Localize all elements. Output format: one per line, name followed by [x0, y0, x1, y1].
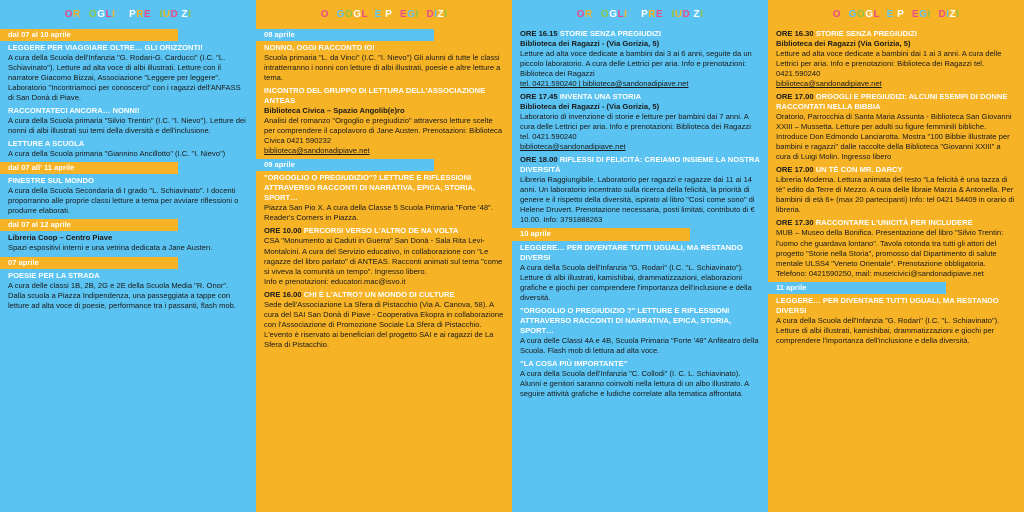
title-letter: G: [353, 9, 362, 20]
event-text: Libreria Raggiungibile. Laboratorio per ragazzi e ragazze dai 11 ai 14 anni. Un laboratorio incentrato sulla ricerca della felicità, la priorità di genere e il rispetto della diversità, ispirato al libro "Così come sono" di Helene Druvert. Prenotazione necessaria, posti limitati, contributo di € 10.00. Info: 3791888263: [520, 175, 755, 225]
title-letter: O: [856, 9, 866, 20]
title-letter: U: [418, 9, 427, 20]
title-letter: R: [72, 9, 81, 20]
title-letter: P: [385, 9, 393, 20]
title-letter: E: [118, 9, 126, 20]
title-letter: I: [368, 9, 372, 20]
event-text: A cura della Scuola dell'Infanzia "G. Rodari" (I.C. "L. Schiavinato"). Letture di albi illustrati, kamishibai, drammatizzazioni e giochi per comprendere l'importanza dell'inclusione e della diversità.: [776, 315, 1000, 345]
event-title: ORE 17.00 ORGOGLI E PREGIUDIZI: ALCUNI ESEMPI DI DONNE RACCONTATI NELLA BIBBIA: [776, 92, 1008, 112]
title-letter: D: [170, 9, 179, 20]
event: [520, 92, 760, 152]
event-text: Scuola primaria "L. da Vinci" (I.C. "I. Nievo") Gli alunni di tutte le classi intratterranno i nonni con letture di albi illustrati, poesie e altre letture a tema.: [264, 53, 501, 83]
title-letter: I: [624, 9, 628, 20]
event: [776, 165, 1016, 215]
title-letter: O: [576, 9, 585, 20]
event-text: Piazza San Pio X. A cura della Classe 5 Scuola Primaria "Forte '48". Reader's Corners in Piazza.: [264, 203, 493, 223]
event: [264, 290, 504, 350]
title-letter: O: [832, 9, 841, 20]
title-letter: I: [112, 9, 116, 20]
event-info: Info e prenotazioni: educatori.mac@isvo.it: [264, 276, 406, 286]
title-letter: G: [919, 9, 928, 20]
title-letter: G: [592, 9, 601, 20]
event: [520, 359, 760, 399]
event-title: FINESTRE SUL MONDO: [8, 176, 94, 186]
title-letter: G: [151, 9, 160, 20]
title-letter: D: [426, 9, 435, 20]
title-letter: L: [105, 9, 113, 20]
title-letter: G: [663, 9, 672, 20]
event-place: Libreria Coop – Centro Piave: [8, 233, 113, 243]
event: [8, 271, 248, 311]
event-text: A cura della Scuola dell'Infanzia "C. Collodi" (I. C. L. Schiavinato). Alunni e genitori saranno coinvolti nella lettura di un albo illustrato. A seguire attività grafiche e ludiche correlate alla tematica affrontata.: [520, 368, 749, 398]
event-text: Libreria Moderna. Lettura animata del testo "La felicità è una tazza di tè" edito da Terre di Mezzo. A cura delle libraie Marzia & Antonella. Per bambini di età 6+ (max 20 partecipanti) Info: tel 0421 54409 in orario di libreria.: [776, 175, 1015, 215]
title-letter: I: [415, 9, 419, 20]
event-text: A cura della Scuola dell'Infanzia "G. Rodari-G. Carducci" (I.C. "L. Schiavinato"). Letture ad alta voce di albi illustrati. Letture con il narratore Giacomo Bizzai, Associazione "Leggere per leggere". Laboratorio "Incontriamoci per conoscerci" con i ragazzi dell'ANFASS di San Donà di Piave.: [8, 53, 241, 103]
event-title: "LA COSA PIÙ IMPORTANTE": [520, 358, 628, 368]
title-letter: E: [374, 9, 382, 20]
event-place: Biblioteca dei Ragazzi - (Via Gorizia, 5): [520, 102, 660, 112]
event: [8, 176, 248, 216]
event-title: ORE 17.00 UN TÈ CON MR. DARCY: [776, 165, 903, 175]
date-band: dal 07 al 10 aprile: [0, 29, 178, 41]
title-letter: I: [946, 9, 950, 20]
event: [776, 218, 1016, 278]
email-link[interactable]: biblioteca@sandonadipiave.net: [520, 142, 626, 152]
title-letter: O: [600, 9, 610, 20]
event-title: LEGGERE… PER DIVENTARE TUTTI UGUALI, MA RESTANDO DIVERSI: [776, 295, 999, 315]
event-title: POESIE PER LA STRADA: [8, 270, 100, 280]
event-title: ORE 17.45 INVENTA UNA STORIA: [520, 92, 642, 102]
title-letter: G: [865, 9, 874, 20]
event-place: Biblioteca dei Ragazzi - (Via Gorizia, 5): [520, 39, 660, 49]
event-text: Laboratorio di invenzione di storie e letture per bambini dai 7 anni. A cura delle Lettrici per aria. Info e prenotazioni: Biblioteca dei Ragazzi tel. 0421.590240: [520, 112, 751, 142]
title-letter: L: [361, 9, 369, 20]
title-letter: R: [648, 9, 656, 20]
title-letter: G: [848, 9, 857, 20]
event-text: Letture ad alta voce dedicate a bambini dai 3 ai 6 anni, seguite da un piccolo laboratorio. A cura delle Lettrici per aria. Info e prenotazioni: Biblioteca dei Ragazzi: [520, 49, 752, 79]
title-letter: E: [630, 9, 638, 20]
panel-4: [768, 0, 1024, 512]
event: [520, 243, 760, 303]
title-letter: L: [617, 9, 625, 20]
title-letter: R: [904, 9, 912, 20]
event-text: A cura della Scuola primaria "Silvio Trentin" (I.C. "I. Nievo"). Letture dei nonni di albi illustrati sui temi della diversità e dell'inclusione.: [8, 116, 246, 136]
event-place: Biblioteca dei Ragazzi (Via Gorizia, 5): [776, 39, 911, 49]
event: [520, 306, 760, 356]
title-letter: R: [136, 9, 144, 20]
title-letter: E: [400, 9, 408, 20]
title-letter: U: [930, 9, 939, 20]
title-letter: I: [188, 9, 192, 20]
title-letter: I: [444, 9, 448, 20]
event-title: ORE 16.15 STORIE SENZA PREGIUDIZI: [520, 29, 661, 39]
title-letter: E: [144, 9, 152, 20]
event: [776, 296, 1016, 346]
title-letter: E: [656, 9, 664, 20]
title-letter: R: [584, 9, 593, 20]
title-letter: Z: [181, 9, 189, 20]
event-text: A cura della Scuola dell'Infanzia "G. Rodari" (I.C. "L. Schiavinato"). Letture di albi illustrati, kamishibai, drammatizzazioni, elaborazioni grafiche e giochi per comprendere l'importanza dell'inclusione e della diversità.: [520, 262, 752, 302]
event-place: Biblioteca Civica – Spazio Angolib(e)ro: [264, 106, 405, 116]
date-band: 07 aprile: [0, 257, 178, 269]
title-letter: O: [344, 9, 354, 20]
event: [8, 43, 248, 103]
title-letter: P: [641, 9, 649, 20]
event: [264, 43, 504, 83]
title-letter: I: [700, 9, 704, 20]
title-letter: E: [886, 9, 894, 20]
title-letter: O: [88, 9, 98, 20]
event-text: CSA "Monumento ai Caduti in Guerra" San Donà - Sala Rita Levi-Montalcini. A cura del Servizio educativo, in collaborazione con "Le ragazze del libro parlato" di ANTEAS. Racconti animati sul tema "come si viveva la comunità un tempo". Ingresso libero.: [264, 236, 503, 276]
event-title: INCONTRO DEL GRUPPO DI LETTURA DELL'ASSOCIAZIONE ANTEAS: [264, 86, 486, 106]
event-title: "ORGOGLIO O PREGIUDIZIO ?" LETTURE E RIFLESSIONI ATTRAVERSO RACCONTI DI NARRATIVA, EPICA, STORIA, SPORT…: [520, 305, 732, 335]
panel-1: [0, 0, 256, 512]
event-title: LEGGERE PER VIAGGIARE OLTRE… GLI ORIZZONTI!: [8, 43, 203, 53]
brochure-title: [264, 8, 504, 21]
title-letter: D: [938, 9, 947, 20]
event-title: ORE 10.00 PERCORSI VERSO L'ALTRO DE NA VOLTA: [264, 226, 459, 236]
title-letter: O: [64, 9, 73, 20]
date-band: dal 07 all' 11 aprile: [0, 162, 178, 174]
event-title: ORE 18.00 RIFLESSI DI FELICITÀ: CREIAMO INSIEME LA NOSTRA DIVERSITÀ: [520, 155, 760, 175]
event-title: ORE 17.30 RACCONTARE L'UNICITÀ PER INCLUDERE: [776, 218, 973, 228]
event-title: NONNO, OGGI RACCONTO IO!: [264, 43, 375, 53]
event: [776, 29, 1016, 89]
event-text: Spazi espositivi interni e una vetrina dedicata a Jane Austen.: [8, 243, 213, 253]
panel-2: [256, 0, 512, 512]
title-letter: G: [80, 9, 89, 20]
title-letter: I: [956, 9, 960, 20]
event-text: MUB – Museo della Bonifica. Presentazione del libro "Silvio Trentin: l'uomo che guardava lontano". Tavola rotonda tra tutti gli attori del progetto "Storie nella Storia", promosso dal Dipartimento di salute mentale ULSS4 "Veneto Orientale". Prenotazione obbligatoria. Telefono: 0421590250, mail: museicivici@sandonadipiave.net: [776, 228, 1004, 278]
title-letter: G: [609, 9, 618, 20]
email-link[interactable]: biblioteca@sandonadipiave.net: [776, 79, 882, 89]
event: [264, 86, 504, 156]
event-text: A cura delle classi 1B, 2B, 2G e 2E della Scuola Media "R. Onor".: [8, 280, 229, 290]
title-letter: I: [690, 9, 694, 20]
title-letter: L: [873, 9, 881, 20]
event: [264, 173, 504, 223]
event-text: Sede dell'Associazione La Sfera di Pistacchio (Via A. Canova, 58). A cura del SAI San Donà di Piave - Cooperativa Ekopra in collaborazione con l'Associazione di Promozione Sociale La Sfera di Pistacchio. L'evento è riservato ai beneficiari del progetto SAI e ai ragazzi de La Sfera di Pistacchio.: [264, 299, 504, 349]
date-band: dal 07 al 12 aprile: [0, 219, 178, 231]
title-letter: G: [407, 9, 416, 20]
title-letter: U: [162, 9, 171, 20]
title-letter: I: [671, 9, 675, 20]
event-text: A cura della Scuola primaria "Giannino Ancillotto" (I.C. "I. Nievo"): [8, 149, 226, 159]
event-title: ORE 16.30 STORIE SENZA PREGIUDIZI: [776, 29, 917, 39]
event: [520, 155, 760, 225]
event-title: RACCONTATECI ANCORA… NONNI!: [8, 106, 140, 116]
title-letter: I: [178, 9, 182, 20]
title-letter: R: [840, 9, 849, 20]
title-letter: E: [912, 9, 920, 20]
title-letter: R: [392, 9, 400, 20]
date-band: 08 aprile: [256, 29, 434, 41]
event-text: Oratorio, Parrocchia di Santa Maria Assunta - Biblioteca San Giovanni XXIII – Mussetta. Letture per adulti su figure femminili bibliche. Introduce Don Edmondo Lanciarotta. Mostra "100 Bibbie illustrate per bambini e ragazzi" dalle raccolte della Biblioteca "Giovanni XXIII" a cura di Luigi Molin. Ingresso libero: [776, 112, 1012, 162]
event-text: Analisi del romanzo "Orgoglio e pregiudizio" attraverso letture scelte per comprendere il capolavoro di Jane Austen. Prenotazioni: Biblioteca Civica 0421 590232: [264, 116, 503, 146]
title-letter: R: [328, 9, 337, 20]
event: [8, 233, 248, 253]
title-letter: I: [927, 9, 931, 20]
title-letter: O: [320, 9, 329, 20]
title-letter: D: [682, 9, 691, 20]
title-letter: Z: [949, 9, 957, 20]
event-title: "ORGOGLIO O PREGIUDIZIO"? LETTURE E RIFLESSIONI ATTRAVERSO RACCONTI DI NARRATIVA, EPICA, STORIA, SPORT…: [264, 173, 476, 203]
title-letter: Z: [437, 9, 445, 20]
date-band: 10 aprile: [512, 228, 690, 240]
title-letter: I: [434, 9, 438, 20]
event: [776, 92, 1016, 162]
title-letter: P: [897, 9, 905, 20]
brochure-title: [520, 8, 760, 21]
event: [264, 226, 504, 286]
event-title: LETTURE A SCUOLA: [8, 139, 85, 149]
title-letter: G: [97, 9, 106, 20]
event-text: A cura della Scuola Secondaria di I grado "L. Schiavinato". I docenti proporranno alle proprie classi letture a tema per avviare riflessioni o produrre elaborati.: [8, 186, 239, 216]
contact-link[interactable]: tel. 0421.590240 | biblioteca@sandonadipiave.net: [520, 79, 689, 89]
email-link[interactable]: biblioteca@sandonadipiave.net: [264, 146, 370, 156]
title-letter: G: [336, 9, 345, 20]
brochure-title: [8, 8, 248, 21]
event-title: LEGGERE… PER DIVENTARE TUTTI UGUALI, MA RESTANDO DIVERSI: [520, 242, 743, 262]
event: [8, 139, 248, 159]
event-text: Letture ad alta voce dedicate a bambini dai 1 ai 3 anni. A cura delle Lettrici per aria. Info e prenotazioni: Biblioteca dei Ragazzi tel. 0421.590240: [776, 49, 1002, 79]
panel-3: [512, 0, 768, 512]
title-letter: Z: [693, 9, 701, 20]
date-band: 09 aprile: [256, 159, 434, 171]
event: [520, 29, 760, 89]
event: [8, 106, 248, 136]
event-text: Dalla scuola a Piazza Indipendenza, una passeggiata a tappe con letture ad alta voce di poesie, performance tra i passanti, flash mob.: [8, 290, 236, 310]
brochure-title: [776, 8, 1016, 21]
date-band: 11 aprile: [768, 282, 946, 294]
title-letter: P: [129, 9, 137, 20]
event-title: ORE 16.00 CHI È L'ALTRO? UN MONDO DI CULTURE: [264, 289, 455, 299]
event-text: A cura delle Classi 4A e 4B, Scuola Primaria "Forte '48" Anfiteatro della Scuola. Flash mob di lettura ad alta voce.: [520, 335, 759, 355]
title-letter: U: [674, 9, 683, 20]
title-letter: I: [880, 9, 884, 20]
title-letter: I: [159, 9, 163, 20]
